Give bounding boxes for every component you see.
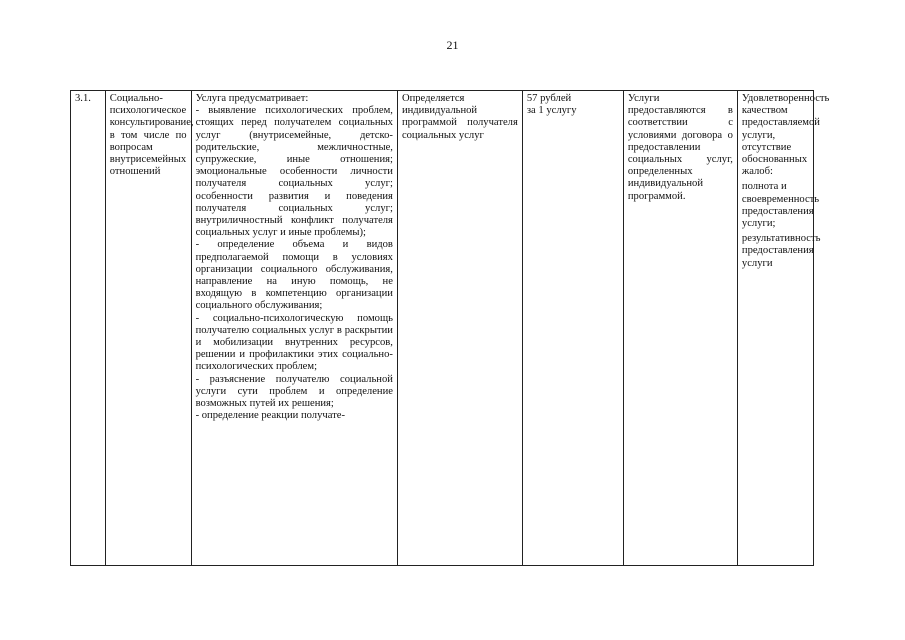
row-number-cell (71, 91, 106, 566)
quality-indicator: Удовлетворенность качеством предоставляемой услуги, отсутствие обоснованных жалоб: (741, 93, 830, 178)
service-name-cell (105, 91, 194, 566)
quality-indicator: полнота и своевременность предоставления услуги; (741, 181, 820, 230)
page-number: 21 (446, 38, 459, 52)
service-content-cell (191, 91, 397, 566)
quality-indicators-cell (737, 91, 830, 566)
content-item: - разъяснение получателю социальной услуги сути проблем и определение возможных путей их решения; (195, 373, 393, 410)
content-item: - социально-психологическую помощь получателю социальных услуг в раскрытии и мобилизации внутренних ресурсов, решении и профилактики этих социально-психологических проблем; (195, 312, 393, 373)
content-item: - определение реакции получате- (195, 410, 345, 422)
service-volume-cell (397, 91, 522, 566)
service-terms: Услуги предоставляются в соответствии с условиями договора о предоставлении социальных услуг, определенных индивидуальной программой. (627, 93, 733, 202)
service-name: Социально-психологическое консультирование, в том числе по вопросам внутрисемейных отношений (109, 93, 194, 178)
row-number: 3.1. (75, 93, 91, 104)
services-table (70, 90, 830, 566)
service-terms-cell (623, 91, 737, 566)
tariff-cell (522, 91, 623, 566)
tariff-amount: 57 рублей (526, 93, 572, 104)
content-intro: Услуга предусматривает: (195, 93, 309, 104)
content-item: - выявление психологических проблем, стоящих перед получателем социальных услуг (внутрисемейные, детско-родительские, межличностные, супружеские, иные отношения; эмоциональные особенности личности получателя социальных услуг; особенности развития и поведения получателя социальных услуг; внутриличностный конфликт получателя социальных услуг и иные проблемы); (195, 105, 393, 239)
tariff-unit: за 1 услугу (526, 105, 577, 117)
table-row (71, 91, 814, 566)
content-item: - определение объема и видов предполагаемой помощи в условиях организации социального обслуживания, направление на иную помощь, не входящую в компетенцию организации социального обслуживания; (195, 239, 393, 312)
quality-indicator: результативность предоставления услуги (741, 233, 821, 269)
service-volume: Определяется индивидуальной программой получателя социальных услуг (401, 93, 518, 141)
